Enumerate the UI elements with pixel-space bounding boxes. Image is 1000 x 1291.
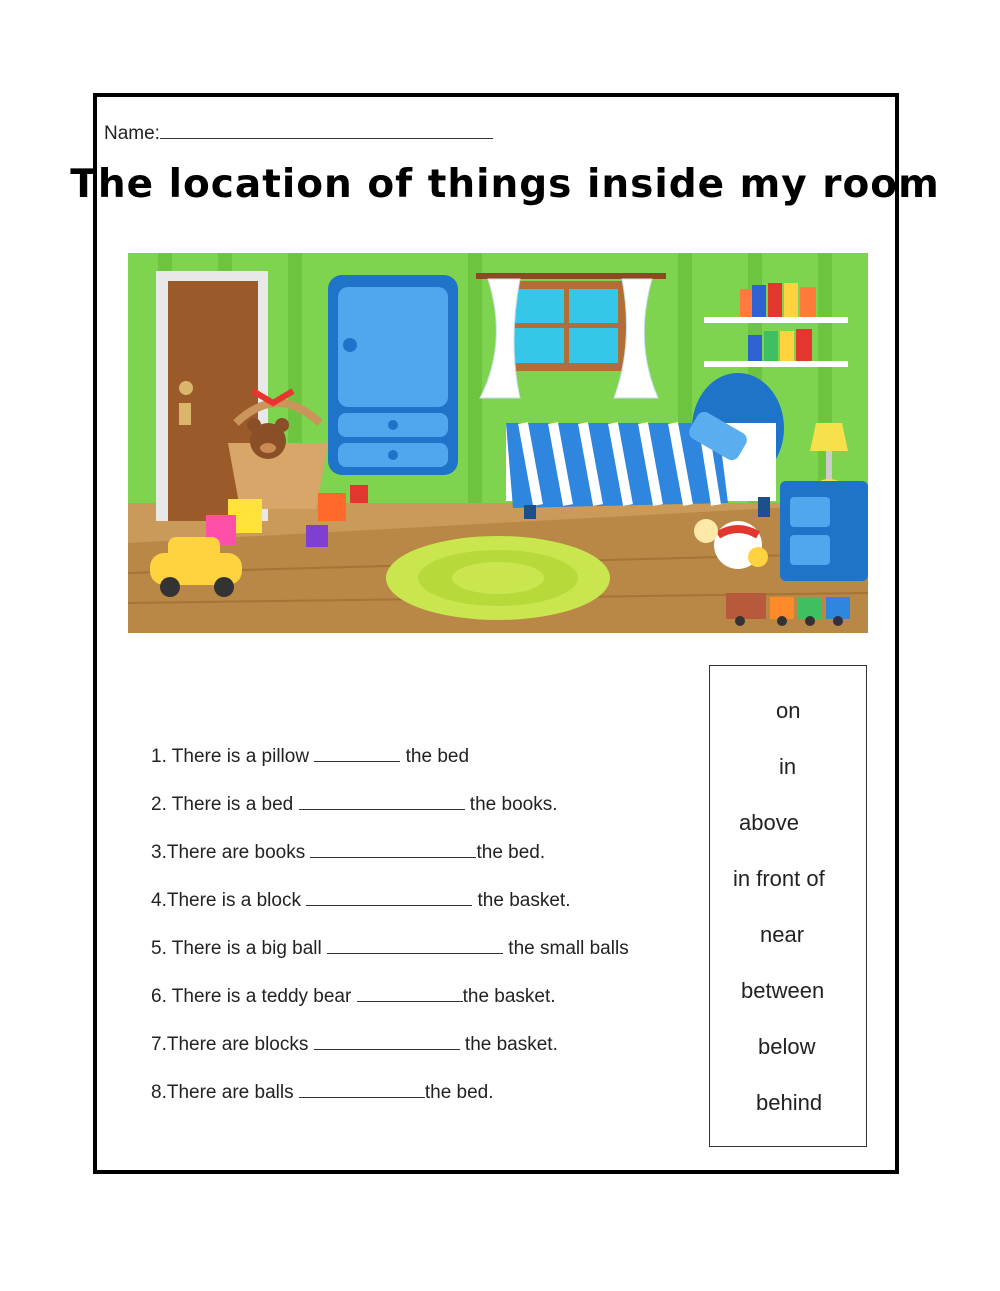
answer-blank[interactable] <box>357 985 463 1002</box>
question-1 <box>151 745 469 768</box>
question-text-after: the books. <box>464 794 558 815</box>
word-bank <box>709 665 867 1147</box>
bedroom-illustration <box>128 253 868 633</box>
question-text-before: 7.There are blocks <box>151 1034 314 1055</box>
question-8 <box>151 1081 494 1104</box>
question-text-before: 2. There is a bed <box>151 794 299 815</box>
answer-blank[interactable] <box>306 889 472 906</box>
question-4 <box>151 889 570 912</box>
answer-blank[interactable] <box>314 1033 460 1050</box>
question-text-before: 4.There is a block <box>151 890 307 911</box>
answer-blank[interactable] <box>327 937 503 954</box>
question-2 <box>151 793 557 816</box>
page-title: The location of things inside my room <box>70 162 940 207</box>
name-field[interactable] <box>104 121 493 145</box>
question-5 <box>151 937 629 960</box>
word-bank-item: between <box>741 978 825 1003</box>
question-text-after: the bed. <box>476 842 546 863</box>
name-blank[interactable] <box>160 121 493 139</box>
word-bank-item: in front of <box>733 866 825 891</box>
nightstand-icon <box>780 481 868 581</box>
question-text-after: the small balls <box>503 938 629 959</box>
question-text-before: 1. There is a pillow <box>151 746 315 767</box>
word-bank-item: below <box>758 1034 816 1059</box>
question-text-before: 3.There are books <box>151 842 311 863</box>
answer-blank[interactable] <box>314 745 400 762</box>
word-bank-item: behind <box>756 1090 823 1115</box>
question-text-after: the bed. <box>424 1082 494 1103</box>
question-text-before: 5. There is a big ball <box>151 938 328 959</box>
question-7 <box>151 1033 558 1056</box>
question-text-after: the basket. <box>462 986 556 1007</box>
word-bank-item: on <box>776 698 801 723</box>
question-text-before: 6. There is a teddy bear <box>151 986 357 1007</box>
answer-blank[interactable] <box>299 1081 425 1098</box>
question-text-after: the basket. <box>472 890 571 911</box>
question-text-after: the bed <box>400 746 470 767</box>
word-bank-item: near <box>760 922 805 947</box>
answer-blank[interactable] <box>299 793 465 810</box>
word-bank-item: in <box>779 754 797 779</box>
question-text-before: 8.There are balls <box>151 1082 299 1103</box>
answer-blank[interactable] <box>310 841 476 858</box>
word-bank-item: above <box>739 810 799 835</box>
question-6 <box>151 985 556 1008</box>
rug-icon <box>386 536 610 620</box>
question-3 <box>151 841 545 864</box>
name-label: Name: <box>104 123 160 144</box>
wardrobe-icon <box>328 275 458 475</box>
question-text-after: the basket. <box>459 1034 558 1055</box>
